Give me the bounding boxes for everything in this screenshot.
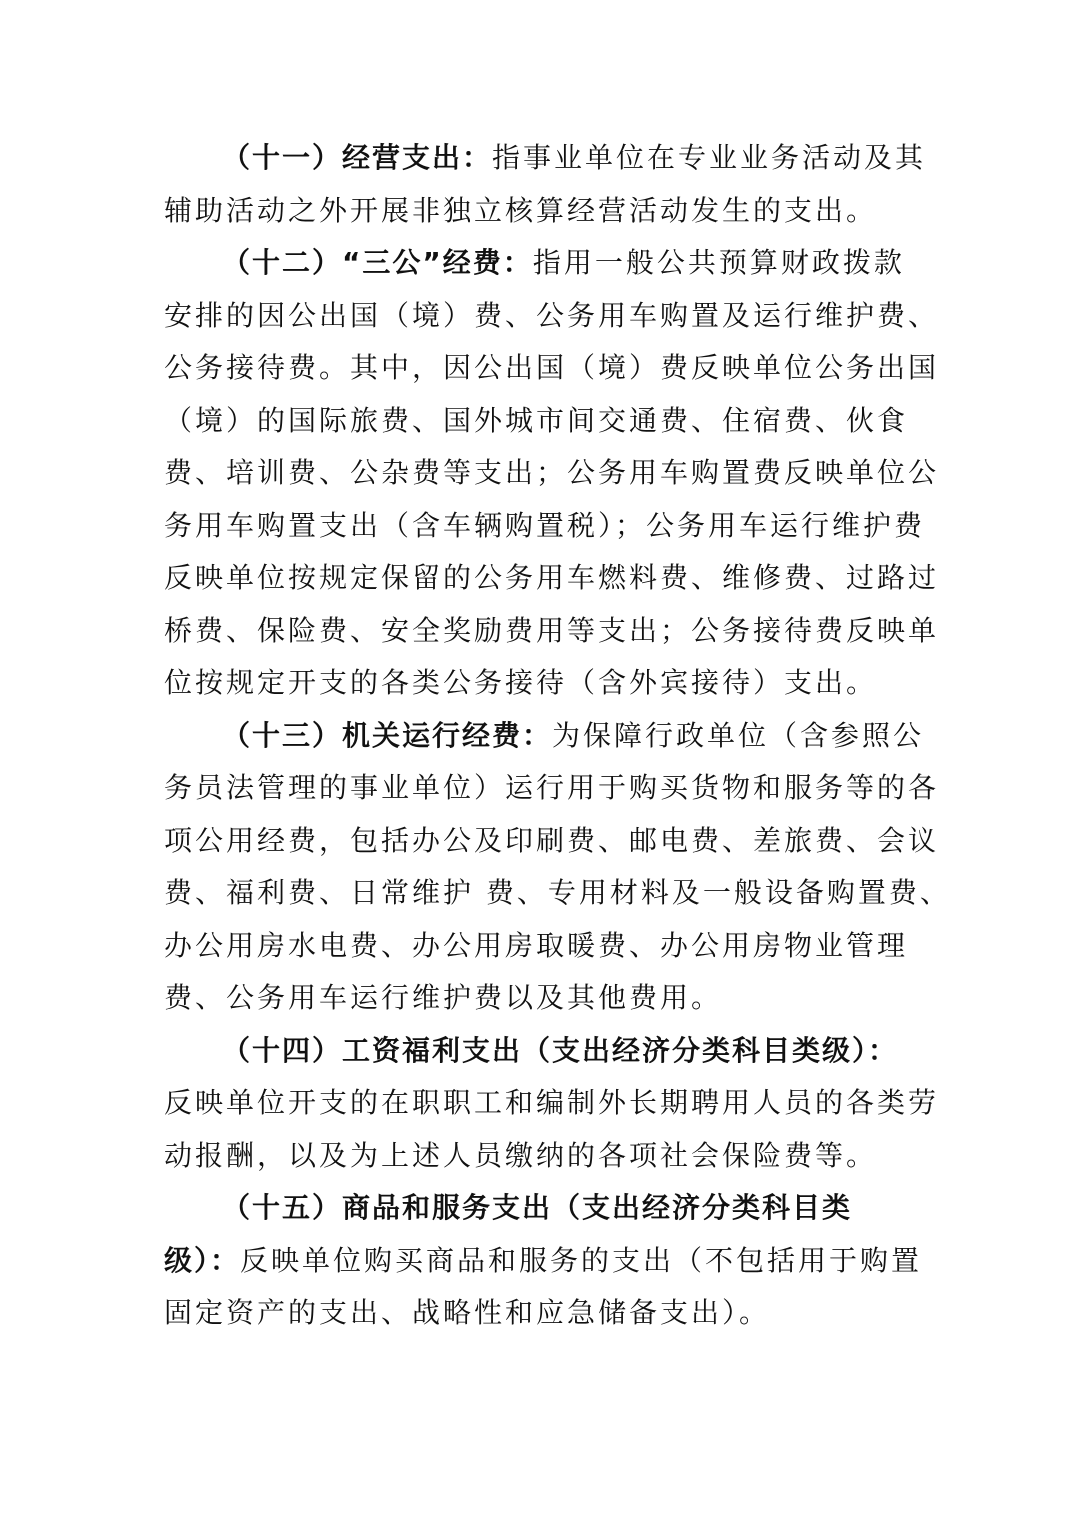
paragraph-line: 费、培训费、公杂费等支出；公务用车购置费反映单位公	[164, 456, 940, 489]
paragraph-line: （境）的国际旅费、国外城市间交通费、住宿费、伙食	[164, 403, 909, 437]
paragraph-line	[164, 132, 927, 185]
paragraph-line: 项公用经费，包括办公及印刷费、邮电费、差旅费、会议	[164, 823, 940, 857]
paragraph-line: 位按规定开支的各类公务接待（含外宾接待）支出。	[164, 666, 878, 699]
paragraph-operating-expenditure	[164, 132, 927, 237]
paragraph-text: 反映单位购买商品和服务的支出（不包括用于购置	[240, 1243, 923, 1277]
paragraph-line: 反映单位按规定保留的公务用车燃料费、维修费、过路过	[164, 561, 940, 594]
paragraph-text: 指用一般公共预算财政拨款	[532, 246, 905, 279]
paragraph-line	[164, 1182, 888, 1235]
paragraph-line	[164, 237, 905, 290]
paragraph-line	[164, 710, 925, 763]
paragraph-line: 安排的因公出国（境）费、公务用车购置及运行维护费、	[164, 298, 940, 332]
paragraph-text: 为保障行政单位（含参照公	[552, 718, 925, 752]
paragraph-heading: （十四）工资福利支出（支出经济分类科目类级）：	[222, 1033, 899, 1067]
paragraph-line: 动报酬，以及为上述人员缴纳的各项社会保险费等。	[164, 1138, 878, 1172]
paragraph-line: 辅助活动之外开展非独立核算经营活动发生的支出。	[164, 193, 878, 227]
paragraph-heading: （十三）机关运行经费：	[222, 718, 553, 752]
paragraph-line: 办公用房水电费、办公用房取暖费、办公用房物业管理	[164, 928, 909, 962]
paragraph-line	[164, 1025, 899, 1078]
paragraph-goods-services	[164, 1182, 923, 1340]
document-body	[164, 132, 951, 1340]
paragraph-line	[164, 1235, 923, 1288]
paragraph-line: 反映单位开支的在职职工和编制外长期聘用人员的各类劳	[164, 1086, 940, 1119]
paragraph-text: 指事业单位在专业业务活动及其	[492, 141, 927, 174]
paragraph-agency-operating-funds	[164, 710, 951, 1025]
paragraph-line: 务员法管理的事业单位）运行用于购买货物和服务等的各	[164, 771, 940, 804]
paragraph-line: 固定资产的支出、战略性和应急储备支出）。	[164, 1296, 771, 1329]
paragraph-salary-welfare	[164, 1025, 940, 1183]
paragraph-line: 公务接待费。其中，因公出国（境）费反映单位公务出国	[164, 351, 940, 384]
paragraph-heading: （十二）“三公”经费：	[222, 246, 533, 279]
paragraph-heading: （十五）商品和服务支出（支出经济分类科目类	[222, 1191, 853, 1224]
paragraph-three-public-expenses	[164, 237, 940, 710]
paragraph-line: 桥费、保险费、安全奖励费用等支出；公务接待费反映单	[164, 613, 940, 647]
paragraph-line: 费、公务用车运行维护费以及其他费用。	[164, 981, 723, 1014]
paragraph-heading-continued: 级）：	[164, 1243, 241, 1277]
paragraph-heading: （十一）经营支出：	[222, 141, 493, 174]
paragraph-line: 费、福利费、日常维护 费、专用材料及一般设备购置费、	[164, 876, 951, 909]
paragraph-line: 务用车购置支出（含车辆购置税）；公务用车运行维护费	[164, 508, 926, 542]
